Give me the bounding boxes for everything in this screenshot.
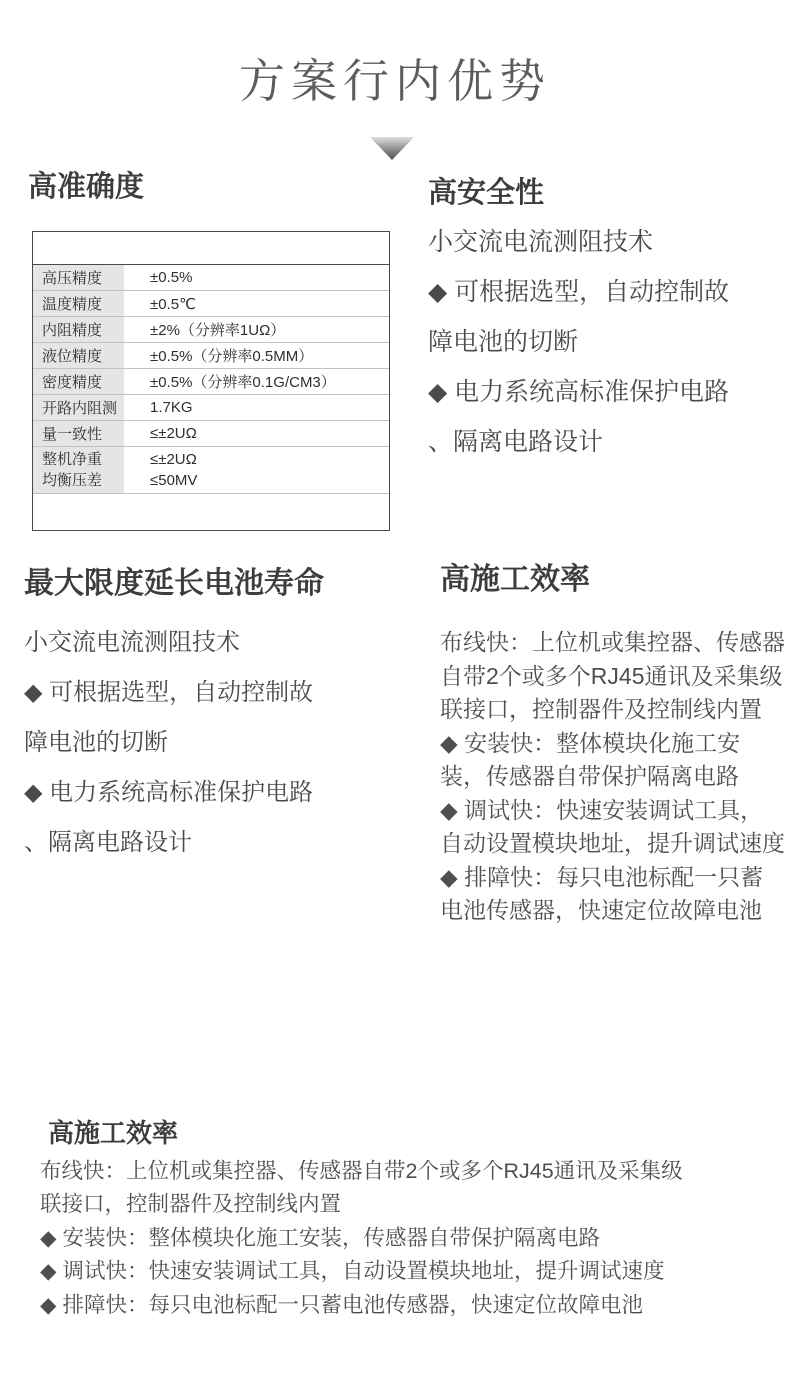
text-line: ◆ 调试快：快速安装调试工具， bbox=[440, 796, 764, 823]
text-line: ◆ 可根据选型，自动控制故 bbox=[24, 679, 314, 706]
section-accuracy bbox=[28, 170, 144, 205]
text-line: ◆ 排障快：每只电池标配一只蓄 bbox=[440, 863, 764, 890]
specs-table-empty-header-row bbox=[33, 232, 389, 265]
section-battery-life bbox=[24, 566, 424, 868]
table-row bbox=[33, 291, 389, 317]
spec-label: 整机净重 均衡压差 bbox=[33, 447, 124, 493]
spec-label: 液位精度 bbox=[33, 343, 124, 368]
table-row bbox=[33, 421, 389, 447]
page-title: 方案行内优势 bbox=[239, 55, 551, 107]
battery-life-text bbox=[24, 618, 424, 868]
spec-label: 量一致性 bbox=[33, 421, 124, 446]
table-row bbox=[33, 317, 389, 343]
efficiency-right-heading: 高施工效率 bbox=[440, 563, 590, 596]
text-line: 小交流电流测阻技术 bbox=[24, 629, 240, 656]
text-line: 障电池的切断 bbox=[428, 327, 579, 356]
text-line: ◆ 安装快：整体模块化施工安装，传感器自带保护隔离电路 bbox=[40, 1225, 601, 1250]
text-line: ◆ 调试快：快速安装调试工具，自动设置模块地址，提升调试速度 bbox=[40, 1259, 665, 1284]
table-row bbox=[33, 395, 389, 421]
safety-heading: 高安全性 bbox=[428, 177, 545, 209]
spec-label: 温度精度 bbox=[33, 291, 124, 316]
triangle-down-icon bbox=[370, 137, 414, 160]
spec-label: 高压精度 bbox=[33, 265, 124, 290]
text-line: 装，传感器自带保护隔离电路 bbox=[440, 763, 739, 789]
text-line: 电池传感器，快速定位故障电池 bbox=[440, 897, 762, 923]
text-line: ◆ 排障快：每只电池标配一只蓄电池传感器，快速定位故障电池 bbox=[40, 1292, 644, 1317]
text-line: 自动设置模块地址，提升调试速度 bbox=[440, 830, 785, 856]
text-line: 联接口，控制器件及控制线内置 bbox=[440, 696, 762, 722]
spec-label: 开路内阻测 bbox=[33, 395, 124, 420]
table-row bbox=[33, 265, 389, 291]
text-line: ◆ 安装快：整体模块化施工安 bbox=[440, 729, 741, 756]
battery-life-heading: 最大限度延长电池寿命 bbox=[24, 567, 324, 600]
text-line: 布线快：上位机或集控器、传感器自带2个或多个RJ45通讯及采集级 bbox=[40, 1159, 683, 1183]
text-line: 联接口，控制器件及控制线内置 bbox=[40, 1192, 342, 1217]
text-line: 布线快：上位机或集控器、传感器 bbox=[440, 629, 785, 655]
text-line: 、隔离电路设计 bbox=[24, 829, 192, 856]
spec-value: ±0.5%（分辨率0.1G/CM3） bbox=[150, 374, 336, 391]
spec-value: 1.7KG bbox=[150, 399, 193, 416]
specs-table-empty-footer-row bbox=[33, 494, 389, 530]
spec-label: 密度精度 bbox=[33, 369, 124, 394]
text-line: 、隔离电路设计 bbox=[428, 427, 604, 456]
spec-value: ±0.5℃ bbox=[150, 295, 196, 313]
spec-label: 内阻精度 bbox=[33, 317, 124, 342]
text-line: ◆ 电力系统高标准保护电路 bbox=[428, 377, 730, 406]
safety-text bbox=[428, 217, 790, 467]
text-line: 小交流电流测阻技术 bbox=[428, 227, 654, 256]
specs-table bbox=[32, 231, 390, 531]
table-row bbox=[33, 369, 389, 395]
accuracy-heading: 高准确度 bbox=[28, 171, 145, 203]
spec-value: ≤±2UΩ bbox=[150, 425, 197, 442]
spec-value: ≤±2UΩ ≤50MV bbox=[150, 451, 198, 489]
section-efficiency-right bbox=[440, 562, 790, 928]
text-line: ◆ 电力系统高标准保护电路 bbox=[24, 779, 314, 806]
efficiency-bottom-text bbox=[40, 1155, 780, 1322]
section-safety bbox=[428, 176, 790, 467]
efficiency-bottom-heading: 高施工效率 bbox=[48, 1117, 179, 1148]
spec-value: ±0.5% bbox=[150, 269, 193, 286]
text-line: 自带2个或多个RJ45通讯及采集级 bbox=[440, 662, 783, 689]
table-row bbox=[33, 343, 389, 369]
text-line: 障电池的切断 bbox=[24, 729, 168, 756]
table-row bbox=[33, 447, 389, 494]
text-line: ◆ 可根据选型，自动控制故 bbox=[428, 277, 730, 306]
spec-value: ±0.5%（分辨率0.5MM） bbox=[150, 348, 314, 365]
efficiency-right-text bbox=[440, 626, 790, 928]
spec-value: ±2%（分辨率1UΩ） bbox=[150, 322, 286, 339]
